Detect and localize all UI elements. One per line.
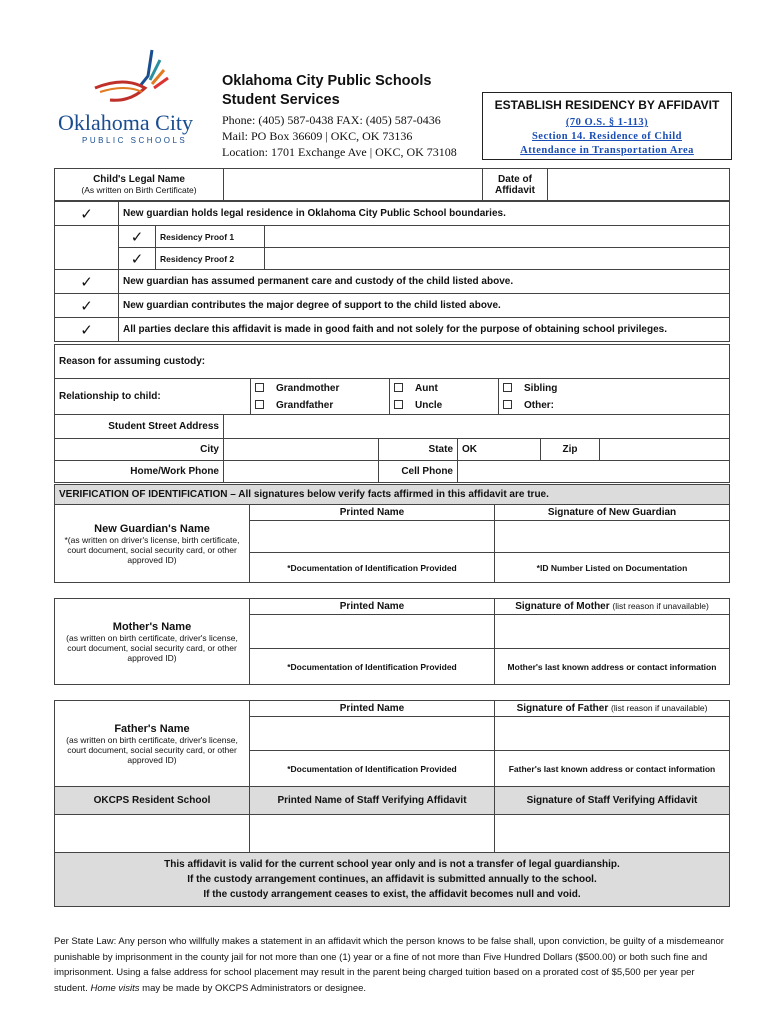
check-icon[interactable]: ✓ [119, 248, 156, 270]
opt-uncle[interactable] [394, 397, 494, 414]
notice-line-1: This affidavit is valid for the current school year only and is not a transfer of legal guardianship. [164, 859, 620, 870]
printed-name-header: Printed Name [250, 701, 495, 717]
street-label: Student Street Address [55, 415, 224, 439]
checkbox[interactable] [255, 400, 264, 409]
guardian-note: *(as written on driver's license, birth certificate, court document, social security card, or other approved ID) [64, 534, 240, 565]
opt-label: Other: [524, 399, 554, 411]
father-sig-input[interactable] [495, 717, 730, 751]
check-residence: New guardian holds legal residence in Oklahoma City Public School boundaries. [119, 202, 730, 226]
printed-name-header: Printed Name [250, 599, 495, 615]
phone-input[interactable] [224, 461, 379, 483]
father-addr[interactable]: Father's last known address or contact information [495, 751, 730, 787]
gap [55, 583, 730, 599]
check-icon[interactable]: ✓ [55, 318, 119, 342]
check-icon[interactable]: ✓ [55, 202, 119, 226]
state-label: State [379, 439, 458, 461]
rel-col-1 [251, 379, 390, 415]
child-name-input[interactable] [224, 169, 483, 201]
check-icon[interactable]: ✓ [119, 226, 156, 248]
staff-name-header: Printed Name of Staff Verifying Affidavit [250, 787, 495, 815]
child-name-label [55, 169, 224, 201]
checkbox[interactable] [394, 400, 403, 409]
phone-line: Phone: (405) 587-0438 FAX: (405) 587-0436 [222, 113, 441, 127]
zip-label: Zip [541, 439, 600, 461]
sig-father-header [495, 701, 730, 717]
school-input[interactable] [55, 815, 250, 853]
opt-label: Uncle [415, 399, 443, 411]
phone-label: Home/Work Phone [55, 461, 224, 483]
staff-sig-input[interactable] [495, 815, 730, 853]
opt-sibling[interactable] [503, 380, 725, 397]
check-icon[interactable]: ✓ [55, 294, 119, 318]
rel-col-3 [499, 379, 730, 415]
logo-city: Oklahoma City [58, 110, 194, 135]
printed-name-header: Printed Name [250, 505, 495, 521]
check-custody: New guardian has assumed permanent care and custody of the child listed above. [119, 270, 730, 294]
contact-info [222, 112, 457, 160]
proof1-label: Residency Proof 1 [156, 226, 265, 248]
mother-printed-input[interactable] [250, 615, 495, 649]
father-printed-input[interactable] [250, 717, 495, 751]
relationship-label: Relationship to child: [55, 379, 251, 415]
guardian-idnum[interactable]: *ID Number Listed on Documentation [495, 553, 730, 583]
spacer [55, 226, 119, 248]
state-law-footer [54, 934, 730, 996]
mother-addr[interactable]: Mother's last known address or contact information [495, 649, 730, 685]
location-line: Location: 1701 Exchange Ave | OKC, OK 73108 [222, 145, 457, 159]
mother-label: Mother's Name [112, 620, 192, 633]
street-input[interactable] [224, 415, 730, 439]
footer-tail: may be made by OKCPS Administrators or designee. [139, 982, 367, 994]
section-link[interactable]: Section 14. Residence of Child [531, 131, 683, 142]
section-link-2[interactable]: Attendance in Transportation Area [520, 145, 694, 156]
guardian-doc[interactable]: *Documentation of Identification Provided [250, 553, 495, 583]
sig-father-label: Signature of Father [516, 703, 609, 714]
city-input[interactable] [224, 439, 379, 461]
org-name: Oklahoma City Public Schools [222, 73, 432, 89]
address-table [54, 414, 730, 483]
checkbox[interactable] [503, 383, 512, 392]
rel-col-2 [390, 379, 499, 415]
custody-table [54, 344, 730, 415]
child-table [54, 168, 730, 201]
checkbox[interactable] [255, 383, 264, 392]
spacer [55, 248, 119, 270]
staff-sig-header: Signature of Staff Verifying Affidavit [495, 787, 730, 815]
opt-other[interactable] [503, 397, 725, 414]
state-input[interactable]: OK [458, 439, 541, 461]
child-label: Child's Legal Name [93, 174, 185, 185]
father-label: Father's Name [114, 722, 190, 735]
guardian-printed-input[interactable] [250, 521, 495, 553]
validity-notice [55, 853, 730, 907]
check-good-faith: All parties declare this affidavit is made in good faith and not solely for the purpose of obtaining school privileges. [119, 318, 730, 342]
footer-text: Per State Law: Any person who willfully makes a statement in an affidavit which the person knows to be false shall, upon conviction, be guilty of a misdemeanor punishable by imprisonment in the county jail for not more than one (1) year or a fine of not more than Five Hundred Dollars ($500.00) or both such fine and imprisonment. Using a false address for school placement may result in the parent being charged tuition based on a prorated cost of $5,500 per year per student. [54, 936, 724, 994]
checks-table [54, 201, 730, 342]
unavail-note: (list reason if unavailable) [611, 703, 708, 713]
child-sub: (As written on Birth Certificate) [81, 185, 197, 195]
mother-name-cell [55, 599, 250, 685]
cell-label: Cell Phone [379, 461, 458, 483]
form-title: ESTABLISH RESIDENCY BY AFFIDAVIT [494, 98, 720, 112]
mother-note: (as written on birth certificate, driver's license, court document, social security card, or other approved ID) [66, 632, 238, 663]
gap [55, 685, 730, 701]
cell-input[interactable] [458, 461, 730, 483]
mother-sig-input[interactable] [495, 615, 730, 649]
city-label: City [55, 439, 224, 461]
opt-label: Aunt [415, 382, 438, 394]
bird-logo-icon [90, 46, 180, 110]
check-icon[interactable]: ✓ [55, 270, 119, 294]
checkbox[interactable] [503, 400, 512, 409]
sig-guardian-header: Signature of New Guardian [495, 505, 730, 521]
date-label: Date of Affidavit [483, 169, 548, 201]
reason-label: Reason for assuming custody: [55, 345, 730, 379]
proof2-input[interactable] [265, 248, 730, 270]
checkbox[interactable] [394, 383, 403, 392]
notice-line-3: If the custody arrangement ceases to exist, the affidavit becomes null and void. [203, 889, 581, 900]
form-title-box [482, 92, 732, 160]
staff-name-input[interactable] [250, 815, 495, 853]
proof1-input[interactable] [265, 226, 730, 248]
opt-grandfather[interactable] [255, 397, 385, 414]
guardian-label: New Guardian's Name [94, 522, 210, 535]
opt-label: Grandmother [276, 382, 340, 394]
logo-subtitle: PUBLIC SCHOOLS [82, 136, 188, 145]
unavail-note: (list reason if unavailable) [612, 601, 709, 611]
school-header: OKCPS Resident School [55, 787, 250, 815]
guardian-name-cell [55, 505, 250, 583]
footer-italic: Home visits [90, 982, 140, 994]
opt-label: Sibling [524, 382, 558, 394]
org-dept: Student Services [222, 92, 340, 108]
opt-label: Grandfather [276, 399, 334, 411]
verify-heading: VERIFICATION OF IDENTIFICATION – All signatures below verify facts affirmed in this affidavit are true. [55, 485, 730, 505]
father-note: (as written on birth certificate, driver's license, court document, social security card, or other approved ID) [66, 734, 238, 765]
father-name-cell [55, 701, 250, 787]
mother-doc[interactable]: *Documentation of Identification Provided [250, 649, 495, 685]
zip-input[interactable] [600, 439, 730, 461]
check-support: New guardian contributes the major degree of support to the child listed above. [119, 294, 730, 318]
guardian-sig-input[interactable] [495, 521, 730, 553]
org-title [222, 72, 432, 110]
opt-aunt[interactable] [394, 380, 494, 397]
sig-mother-label: Signature of Mother [515, 601, 610, 612]
sig-mother-header [495, 599, 730, 615]
father-doc[interactable]: *Documentation of Identification Provided [250, 751, 495, 787]
verify-table [54, 484, 730, 907]
statute-link[interactable]: (70 O.S. § 1-113) [565, 117, 649, 128]
proof2-label: Residency Proof 2 [156, 248, 265, 270]
notice-line-2: If the custody arrangement continues, an affidavit is submitted annually to the school. [187, 874, 597, 885]
opt-grandmother[interactable] [255, 380, 385, 397]
mail-line: Mail: PO Box 36609 | OKC, OK 73136 [222, 129, 413, 143]
date-input[interactable] [548, 169, 730, 201]
